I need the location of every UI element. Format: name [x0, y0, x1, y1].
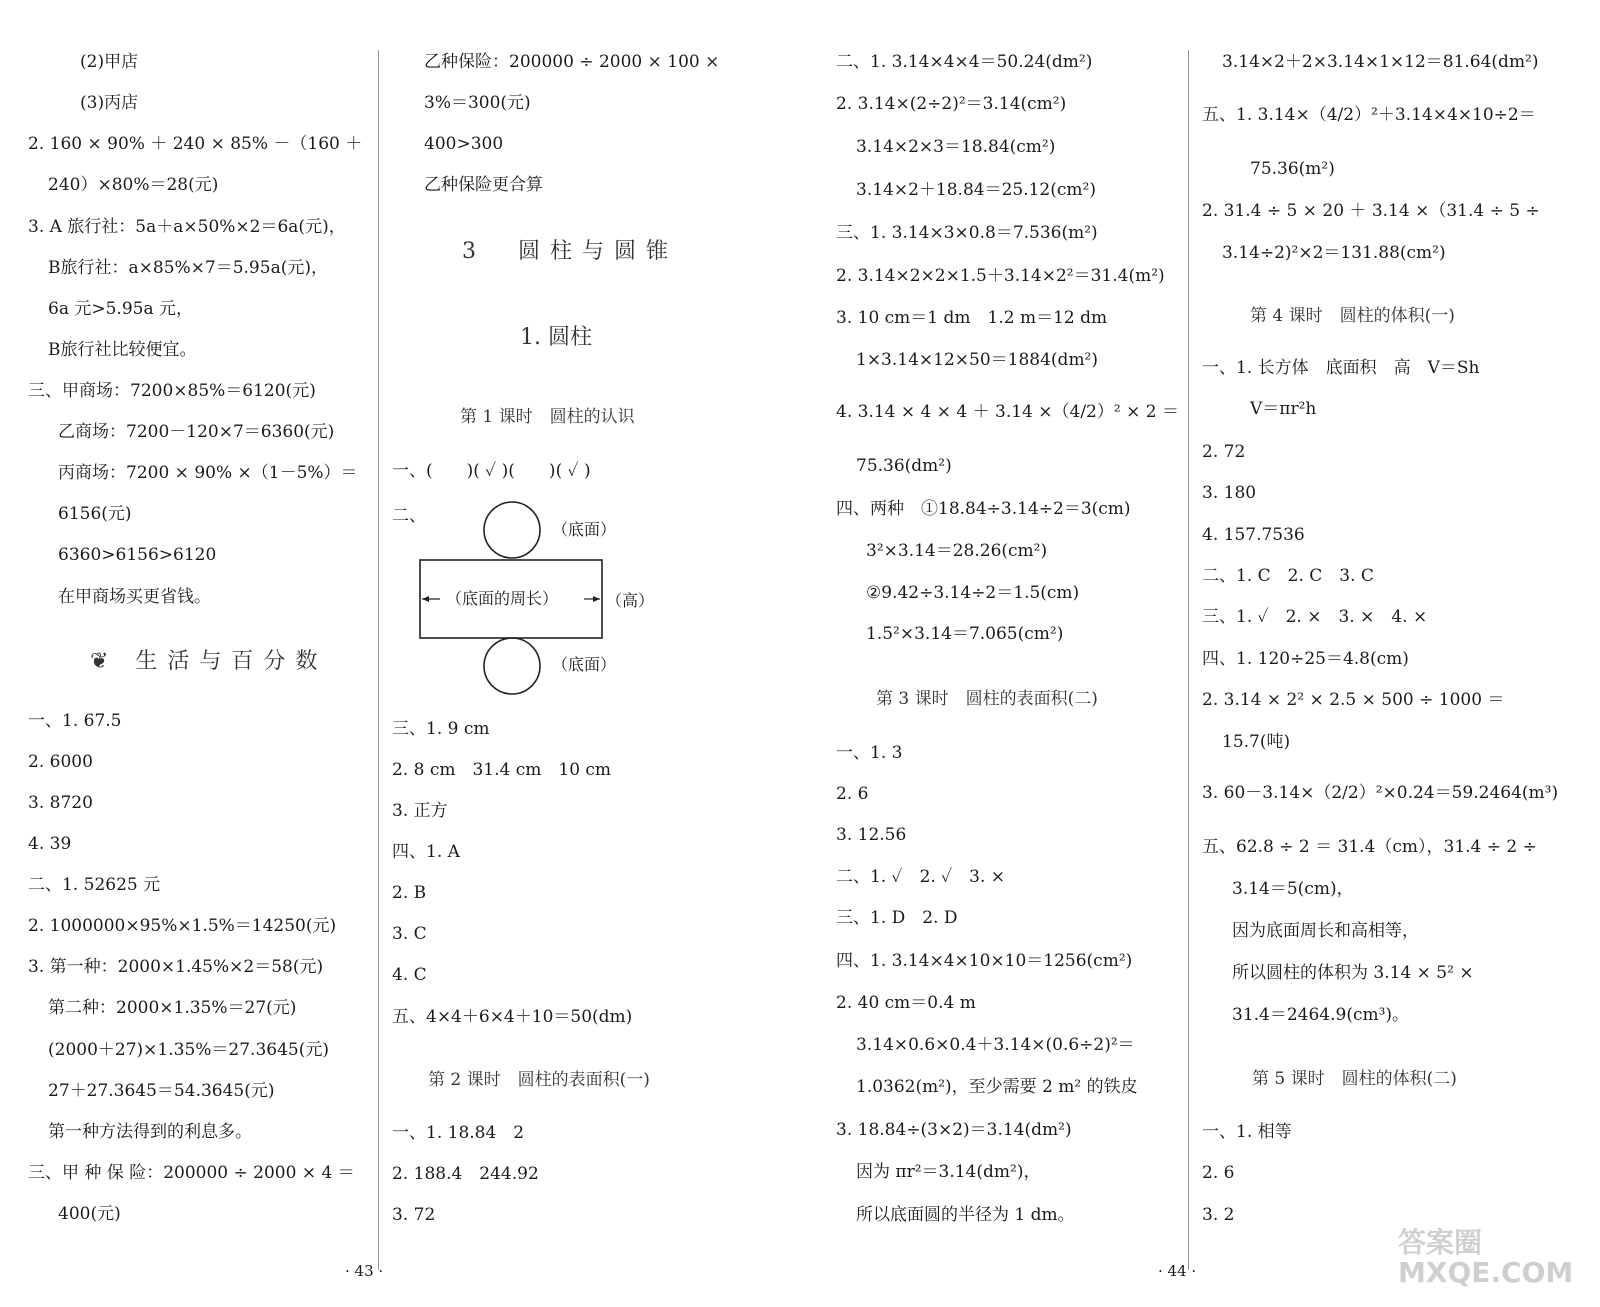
answer-line: 4. C	[392, 965, 427, 985]
answer-line: 2. 72	[1202, 442, 1246, 462]
answer-line: 3.14×0.6×0.4＋3.14×(0.6÷2)²＝	[856, 1035, 1135, 1055]
section-heading: ❦ 生活与百分数	[90, 649, 328, 674]
answer-line: 三、1. D 2. D	[836, 908, 958, 928]
width-label: （底面的周长）	[446, 589, 559, 608]
answer-line: 3. 12.56	[836, 825, 907, 845]
column-divider	[1188, 50, 1189, 1270]
answer-line: 75.36(m²)	[1250, 159, 1335, 179]
answer-line: 3. C	[392, 924, 427, 944]
answer-line: 一、1. 长方体 底面积 高 V＝Sh	[1202, 358, 1480, 378]
answer-line: 2. 6	[1202, 1163, 1235, 1183]
answer-line: (2000＋27)×1.35%＝27.3645(元)	[48, 1040, 329, 1060]
page-number: · 44 ·	[1158, 1262, 1197, 1280]
answer-line: 3. 10 cm＝1 dm 1.2 m＝12 dm	[836, 308, 1108, 328]
answer-line: 二、1. 52625 元	[28, 875, 161, 895]
answer-line: 因为 πr²＝3.14(dm²)，	[856, 1162, 1041, 1182]
answer-line: 3.14×2＋18.84＝25.12(cm²)	[856, 180, 1096, 200]
answer-line: 二、1. ✓ 2. ✓ 3. ×	[836, 867, 1006, 887]
answer-line: 第二种：2000×1.35%＝27(元)	[48, 998, 297, 1018]
answer-line: 2. 6	[836, 784, 869, 804]
answer-line: 所以底面圆的半径为 1 dm。	[856, 1205, 1075, 1225]
answer-line: 400(元)	[58, 1204, 121, 1224]
answer-line: 四、1. A	[392, 842, 460, 862]
answer-line: 2. 1000000×95%×1.5%＝14250(元)	[28, 916, 337, 936]
answer-line: 1.5²×3.14＝7.065(cm²)	[866, 624, 1064, 644]
answer-line: 乙种保险更合算	[424, 175, 543, 195]
answer-line: 丙商场：7200 × 90% ×（1－5%）＝	[58, 463, 358, 483]
arrow-head	[593, 596, 600, 602]
answer-line: 四、1. 120÷25＝4.8(cm)	[1202, 649, 1409, 669]
answer-line: 3.14÷2)²×2＝131.88(cm²)	[1222, 243, 1446, 263]
lesson-title: 第 2 课时 圆柱的表面积(一)	[428, 1070, 650, 1090]
answer-line: 三、1. 3.14×3×0.8＝7.536(m²)	[836, 223, 1098, 243]
answer-line: 3.14＝5(cm)，	[1232, 879, 1354, 899]
answer-line: 五、62.8 ÷ 2 ＝ 31.4（cm），31.4 ÷ 2 ÷	[1202, 837, 1537, 857]
watermark-logo: 答案圈 MXQE.COM	[1398, 1226, 1574, 1289]
answer-line: 一、1. 3	[836, 743, 903, 763]
answer-line: 4. 157.7536	[1202, 525, 1305, 545]
answer-line: 400>300	[424, 134, 504, 154]
answer-line: 乙商场：7200－120×7＝6360(元)	[58, 422, 335, 442]
bottom-base-circle	[484, 638, 540, 694]
top-base-circle	[484, 502, 540, 558]
column-divider	[378, 50, 379, 1270]
chapter-title: 3 圆柱与圆锥	[462, 239, 678, 264]
answer-line: 乙种保险：200000 ÷ 2000 × 100 ×	[424, 52, 720, 72]
answer-line: 75.36(dm²)	[856, 456, 952, 476]
bottom-base-label: （底面）	[552, 655, 617, 674]
answer-line: 1.0362(m²)，至少需要 2 m² 的铁皮	[856, 1077, 1138, 1097]
answer-line: 2. 6000	[28, 752, 93, 772]
answer-line: 3. 2	[1202, 1205, 1235, 1225]
answer-line: 2. 8 cm 31.4 cm 10 cm	[392, 760, 612, 780]
answer-line: 6156(元)	[58, 504, 132, 524]
lesson-title: 第 1 课时 圆柱的认识	[460, 407, 635, 427]
answer-line: ②9.42÷3.14÷2＝1.5(cm)	[866, 583, 1080, 603]
answer-line: 3%＝300(元)	[424, 93, 531, 113]
top-base-label: （底面）	[552, 520, 617, 539]
answer-line: 因为底面周长和高相等，	[1232, 921, 1419, 941]
answer-line: V＝πr²h	[1250, 399, 1317, 419]
answer-line: 2. 40 cm＝0.4 m	[836, 993, 976, 1013]
answer-line: B旅行社比较便宜。	[48, 340, 197, 360]
lesson-title: 第 5 课时 圆柱的体积(二)	[1252, 1069, 1457, 1089]
answer-line: 一、( )( ✓ )( )( ✓ )	[392, 461, 591, 481]
answer-line: 三、甲 种 保 险：200000 ÷ 2000 × 4 ＝	[28, 1163, 355, 1183]
answer-line: 2. 3.14 × 2² × 2.5 × 500 ÷ 1000 ＝	[1202, 690, 1505, 710]
answer-line: 3.14×2×3＝18.84(cm²)	[856, 137, 1056, 157]
answer-line: 五、1. 3.14×（4/2）²＋3.14×4×10÷2＝	[1202, 105, 1536, 125]
answer-line: 2. B	[392, 883, 427, 903]
answer-line: (3)丙店	[80, 93, 139, 113]
lesson-title: 第 4 课时 圆柱的体积(一)	[1250, 306, 1455, 326]
answer-line: 二、	[392, 506, 426, 526]
answer-line: 3. 60－3.14×（2/2）²×0.24＝59.2464(m³)	[1202, 783, 1559, 803]
answer-line: 一、1. 18.84 2	[392, 1123, 525, 1143]
section-title: 1. 圆柱	[520, 325, 592, 350]
answer-line: 3. 72	[392, 1205, 436, 1225]
lesson-title: 第 3 课时 圆柱的表面积(二)	[876, 689, 1098, 709]
answer-line: 3. 18.84÷(3×2)＝3.14(dm²)	[836, 1120, 1072, 1140]
answer-line: 三、1. 9 cm	[392, 719, 490, 739]
answer-line: 3.14×2＋2×3.14×1×12＝81.64(dm²)	[1222, 52, 1539, 72]
answer-line: 三、甲商场：7200×85%＝6120(元)	[28, 381, 316, 401]
arrow-head	[422, 596, 429, 602]
answer-line: 在甲商场买更省钱。	[58, 587, 211, 607]
answer-line: 2. 188.4 244.92	[392, 1164, 539, 1184]
answer-line: (2)甲店	[80, 52, 139, 72]
answer-line: 第一种方法得到的利息多。	[48, 1122, 252, 1142]
answer-line: 二、1. 3.14×4×4＝50.24(dm²)	[836, 52, 1093, 72]
answer-line: 3. 第一种：2000×1.45%×2＝58(元)	[28, 957, 324, 977]
answer-line: 五、4×4＋6×4＋10＝50(dm)	[392, 1007, 633, 1027]
answer-line: 240）×80%＝28(元)	[48, 175, 219, 195]
answer-line: 2. 3.14×(2÷2)²＝3.14(cm²)	[836, 94, 1067, 114]
answer-line: 2. 31.4 ÷ 5 × 20 ＋ 3.14 ×（31.4 ÷ 5 ÷	[1202, 201, 1540, 221]
answer-line: 二、1. C 2. C 3. C	[1202, 566, 1374, 586]
answer-line: 2. 160 × 90% ＋ 240 × 85% －（160 ＋	[28, 134, 363, 154]
answer-line: 6a 元>5.95a 元，	[48, 299, 193, 319]
answer-line: 27＋27.3645＝54.3645(元)	[48, 1081, 275, 1101]
answer-line: 1×3.14×12×50＝1884(dm²)	[856, 350, 1099, 370]
answer-line: 3. 8720	[28, 793, 93, 813]
answer-line: 31.4＝2464.9(cm³)。	[1232, 1005, 1410, 1025]
answer-line: 15.7(吨)	[1222, 732, 1291, 752]
answer-line: 3²×3.14＝28.26(cm²)	[866, 541, 1048, 561]
answer-line: B旅行社：a×85%×7＝5.95a(元)，	[48, 258, 328, 278]
answer-line: 一、1. 67.5	[28, 711, 122, 731]
answer-line: 3. 180	[1202, 483, 1257, 503]
height-label: （高）	[606, 591, 655, 610]
answer-line: 四、1. 3.14×4×10×10＝1256(cm²)	[836, 951, 1133, 971]
answer-line: 一、1. 相等	[1202, 1122, 1292, 1142]
page-number: · 43 ·	[345, 1262, 384, 1280]
answer-line: 3. A 旅行社：5a＋a×50%×2＝6a(元)，	[28, 217, 346, 237]
answer-line: 6360>6156>6120	[58, 545, 217, 565]
answer-line: 三、1. ✓ 2. × 3. × 4. ×	[1202, 607, 1428, 627]
answer-line: 3. 正方	[392, 801, 448, 821]
answer-line: 4. 39	[28, 834, 72, 854]
answer-line: 四、两种 ①18.84÷3.14÷2＝3(cm)	[836, 499, 1131, 519]
answer-line: 所以圆柱的体积为 3.14 × 5² ×	[1232, 963, 1474, 983]
answer-line: 4. 3.14 × 4 × 4 ＋ 3.14 ×（4/2）² × 2 ＝	[836, 402, 1179, 422]
answer-line: 2. 3.14×2×2×1.5＋3.14×2²＝31.4(m²)	[836, 266, 1165, 286]
